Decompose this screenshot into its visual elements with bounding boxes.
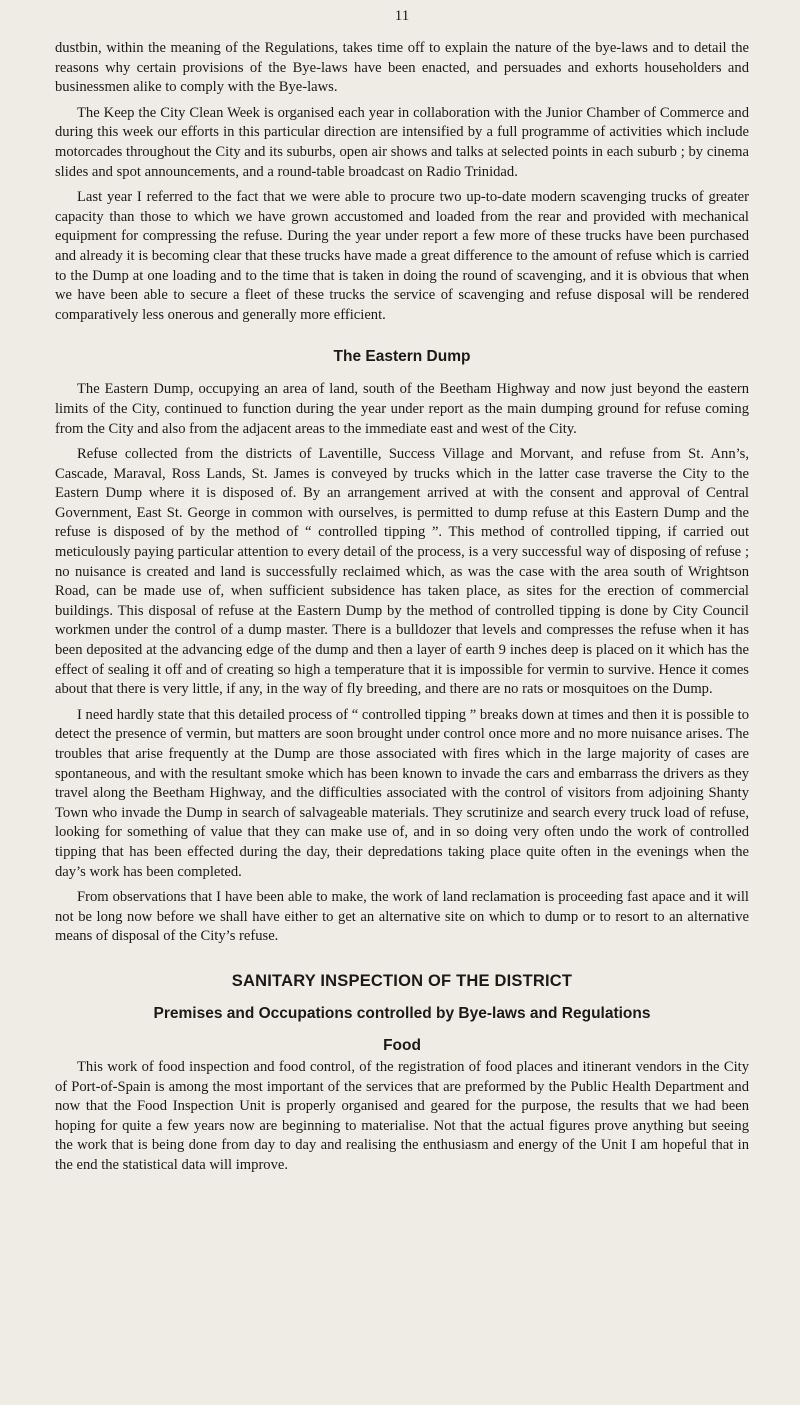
paragraph: The Eastern Dump, occupying an area of land, south of the Beetham Highway and now just beyond the eastern limits of the City, continued to function during the year under report as the main dumping ground for refuse coming from the City and also from the adjacent areas to the immediate east and west of the City. xyxy=(55,381,749,437)
paragraph: This work of food inspection and food control, of the registration of food places and itinerant vendors in the City of Port-of-Spain is among the most important of the services that are preformed by the Public Health Department and now that the Food Inspection Unit is properly organised and geared for the purpose, the results that we had been hoping for quite a few years now are beginning to materialise. Not that the actual figures prove anything but seeing the work that is being done from day to day and realising the enthusiasm and energy of the Unit I am hopeful that in the end the statistical data will improve. xyxy=(55,1058,749,1173)
paragraph: From observations that I have been able to make, the work of land reclamation is proceeding fast apace and it will not be long now before we shall have either to get an alternative site on which to dump or to resort to an alternative means of disposal of the City’s refuse. xyxy=(55,889,749,945)
paragraph: I need hardly state that this detailed process of “ controlled tipping ” breaks down at times and then it is possible to detect the presence of vermin, but matters are soon brought under control once more and no more nuisance arises. The troubles that arise frequently at the Dump are those associated with fires which in the large majority of cases are spontaneous, and with the resultant smoke which has been known to invade the cars and embarrass the drivers as they travel along the Beetham Highway, and the difficulties associated with the control of visitors from adjoining Shanty Town who invade the Dump in search of salvageable materials. They scrutinize and search every truck load of refuse, looking for something of value that they can make use of, and in so doing very often undo the work of controlled tipping that has been effected during the day, their depredations taking place quite often in the evenings when the day’s work has been completed. xyxy=(55,706,749,880)
subheading-food: Food xyxy=(383,1036,421,1054)
document-page xyxy=(55,8,749,1182)
paragraph: The Keep the City Clean Week is organised each year in collaboration with the Junior Chamber of Commerce and during this week our efforts in this particular direction are intensified by a full programme of activities which include motorcades throughout the City and its suburbs, open air shows and talks at selected points in each suburb ; by cinema slides and spot announcements, and a round-table broadcast on Radio Trinidad. xyxy=(55,104,749,180)
section-heading-sanitary-inspection: SANITARY INSPECTION OF THE DISTRICT xyxy=(231,971,573,990)
paragraph: Refuse collected from the districts of Laventille, Success Village and Morvant, and refuse from St. Ann’s, Cascade, Maraval, Ross Lands, St. James is conveyed by trucks which in the latter case traverse the City to the Eastern Dump where it is disposed of. By an arrangement arrived at with the consent and approval of Central Government, East St. George in common with ourselves, is permitted to dump refuse at this Eastern Dump and the refuse is disposed of by the method of “ controlled tipping ”. This method of controlled tipping, if carried out meticulously paying particular attention to every detail of the process, is a very successful way of disposing of refuse ; no nuisance is created and land is successfully reclaimed which, as was the case with the area south of Wrightson Road, can be made use of, when sufficient subsidence has taken place, as sites for the erection of commercial buildings. This disposal of refuse at the Eastern Dump by the method of controlled tipping is done by City Council workmen under the control of a dump master. There is a bulldozer that levels and compresses the refuse when it has been deposited at the advancing edge of the dump and then a layer of earth 9 inches deep is placed on it which has the effect of sealing it off and of creating so high a temperature that it is impossible for vermin to survive. Hence it comes about that there is very little, if any, in the way of fly breeding, and there are no rats or mosquitoes on the Dump. xyxy=(55,446,749,698)
paragraph: dustbin, within the meaning of the Regulations, takes time off to explain the nature of the bye-laws and to detail the reasons why certain provisions of the Bye-laws have been enacted, and persuades and exhorts householders and businessmen alike to comply with the Bye-laws. xyxy=(55,40,749,96)
page-number: 11 xyxy=(394,8,410,24)
section-heading-eastern-dump: The Eastern Dump xyxy=(333,348,471,366)
subheading-premises: Premises and Occupations controlled by Bye-laws and Regulations xyxy=(153,1004,651,1022)
paragraph: Last year I referred to the fact that we were able to procure two up-to-date modern scavenging trucks of greater capacity than those to which we have grown accustomed and loaded from the rear and provided with mechanical equipment for compressing the refuse. During the year under report a few more of these trucks have been purchased and already it is becoming clear that these trucks have made a great difference to the amount of refuse which is carried to the Dump at one loading and to the time that is taken in doing the round of scavenging, and it is obvious that when we have been able to secure a fleet of these trucks the service of scavenging and refuse disposal will be rendered comparatively less onerous and generally more efficient. xyxy=(55,189,749,323)
